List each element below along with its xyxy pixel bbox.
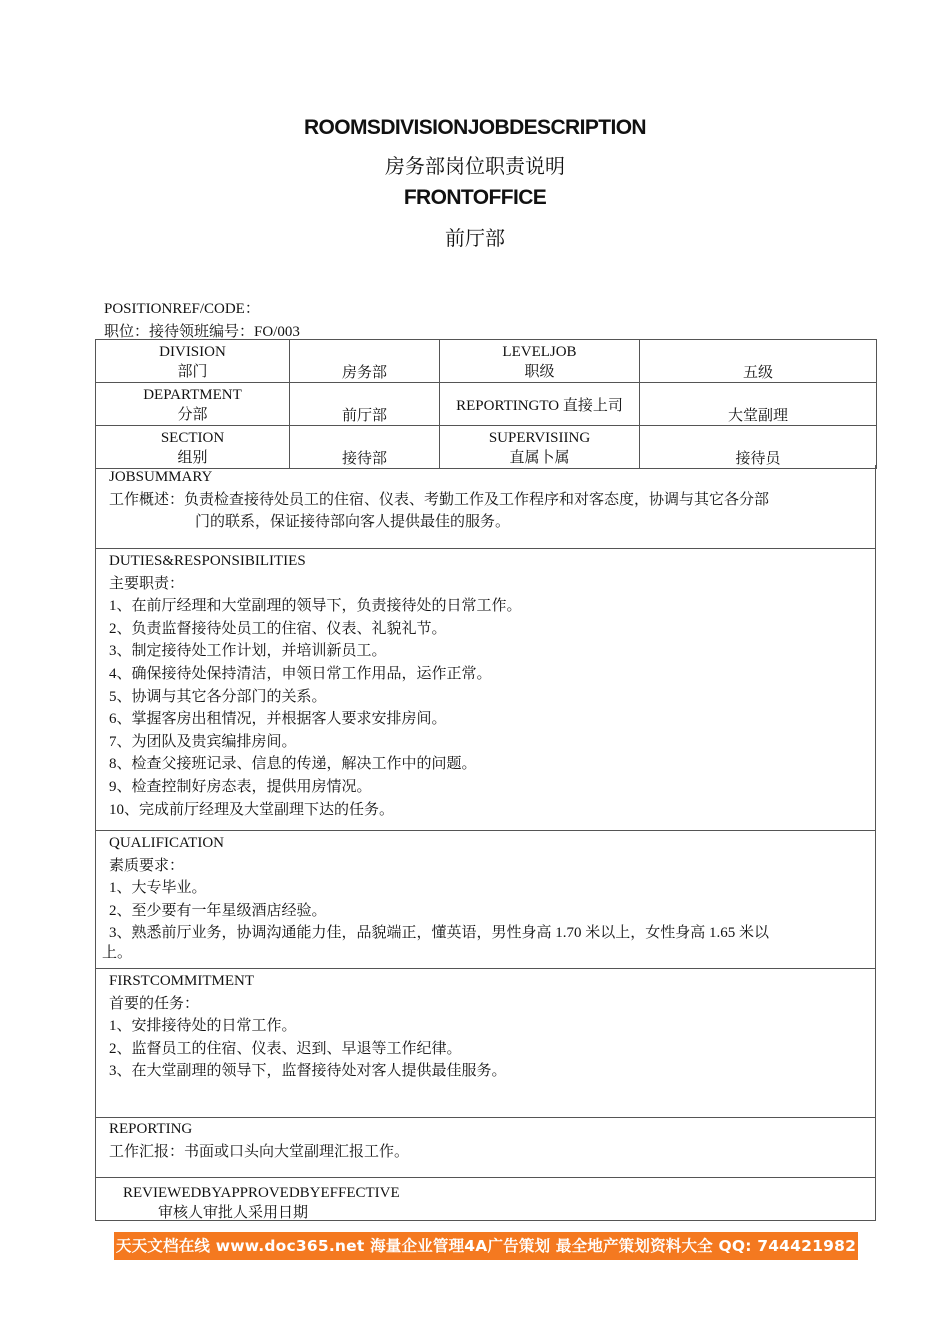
department-title-cn: 前厅部 [445,226,505,250]
duty-item: 2、负责监督接待处员工的住宿、仪表、礼貌礼节。 [109,620,447,637]
duties-section [95,549,876,831]
job-summary-line: 门的联系，保证接待部向客人提供最佳的服务。 [195,514,511,531]
reporting-to-value: 大堂副理 [640,383,877,426]
duty-item: 8、检查父接班记录、信息的传递，解决工作中的问题。 [109,756,477,773]
info-row-division [96,340,877,383]
qualification-subheading: 素质要求： [109,857,185,874]
reporting-to-label: REPORTINGTO 直接上司 [440,383,640,426]
supervising-label-cn: 直属卜属 [509,450,570,466]
commitment-item: 1、安排接待处的日常工作。 [109,1018,297,1035]
duty-item: 10、完成前厅经理及大堂副理下达的任务。 [109,801,395,818]
qualification-item-wrap: 上。 [102,944,133,961]
duty-item: 9、检查控制好房态表，提供用房情况。 [109,778,372,795]
qualification-section [95,831,876,969]
reporting-text: 工作汇报：书面或口头向大堂副理汇报工作。 [109,1143,410,1160]
department-title-en: FRONTOFFICE [403,186,547,209]
duty-item: 3、制定接待处工作计划，并培训新员工。 [109,643,387,660]
duty-item: 7、为团队及贵宾编排房间。 [109,733,297,750]
commitment-heading: FIRSTCOMMITMENT [109,973,255,989]
first-commitment-section [95,969,876,1118]
title-en: ROOMSDIVISIONJOBDESCRIPTION [303,116,646,139]
duties-heading: DUTIES&RESPONSIBILITIES [109,553,306,569]
job-summary-line: 工作概述：负责检查接待处员工的住宿、仪表、考勤工作及工作程序和对客态度，协调与其它各分部 [109,491,770,508]
commitment-subheading: 首要的任务： [109,995,200,1012]
position-line: 职位：接待领班编号：FO/003 [104,324,300,340]
department-value: 前厅部 [290,383,440,426]
division-label-cell [96,340,290,383]
qualification-item: 1、大专毕业。 [109,880,207,897]
division-label-cn: 部门 [177,364,208,380]
job-summary-section [95,465,876,549]
section-label-cell [96,426,290,469]
info-row-section [96,426,877,469]
supervising-label-cell [440,426,640,469]
section-label-cn: 组别 [177,450,208,466]
division-value: 房务部 [290,340,440,383]
commitment-item: 3、在大堂副理的领导下，监督接待处对客人提供最佳服务。 [109,1063,507,1080]
qualification-item: 2、至少要有一年星级酒店经验。 [109,902,327,919]
review-section [95,1178,876,1221]
department-label-cell [96,383,290,426]
info-table [95,339,877,469]
reporting-heading: REPORTING [109,1121,193,1137]
duty-item: 4、确保接待处保持清洁，申领日常工作用品，运作正常。 [109,665,492,682]
supervising-label-en: SUPERVISIING [488,430,591,446]
section-label-en: SECTION [160,430,225,446]
level-label-cn: 职级 [524,364,555,380]
supervising-value: 接待员 [640,426,877,469]
review-line-cn: 审核人审批人采用日期 [158,1205,309,1221]
job-summary-heading: JOBSUMMARY [109,469,213,485]
title-cn: 房务部岗位职责说明 [385,154,565,178]
department-label-en: DEPARTMENT [143,387,242,403]
watermark-banner: 天天文档在线 www.doc365.net 海量企业管理4A广告策划 最全地产策划资料大全 QQ: 744421982 [114,1232,858,1260]
level-label-cell [440,340,640,383]
qualification-item: 3、熟悉前厅业务，协调沟通能力佳，品貌端正，懂英语，男性身高 1.70 米以上，女性身高 1.65 米以 [109,925,770,942]
info-row-department [96,383,877,426]
duty-item: 6、掌握客房出租情况，并根据客人要求安排房间。 [109,711,447,728]
commitment-item: 2、监督员工的住宿、仪表、迟到、早退等工作纪律。 [109,1040,462,1057]
duty-item: 5、协调与其它各分部门的关系。 [109,688,327,705]
department-label-cn: 分部 [177,407,208,423]
reporting-section [95,1118,876,1178]
review-line-en: REVIEWEDBYAPPROVEDBYEFFECTIVE [123,1185,400,1201]
section-value: 接待部 [290,426,440,469]
duties-subheading: 主要职责： [109,575,185,592]
duty-item: 1、在前厅经理和大堂副理的领导下，负责接待处的日常工作。 [109,598,522,615]
division-label-en: DIVISION [159,344,226,360]
level-label-en: LEVELJOB [502,344,577,360]
duties-list [96,595,875,821]
position-ref-code: POSITIONREF/CODE： [104,301,260,317]
level-value: 五级 [640,340,877,383]
qualification-heading: QUALIFICATION [109,835,224,851]
